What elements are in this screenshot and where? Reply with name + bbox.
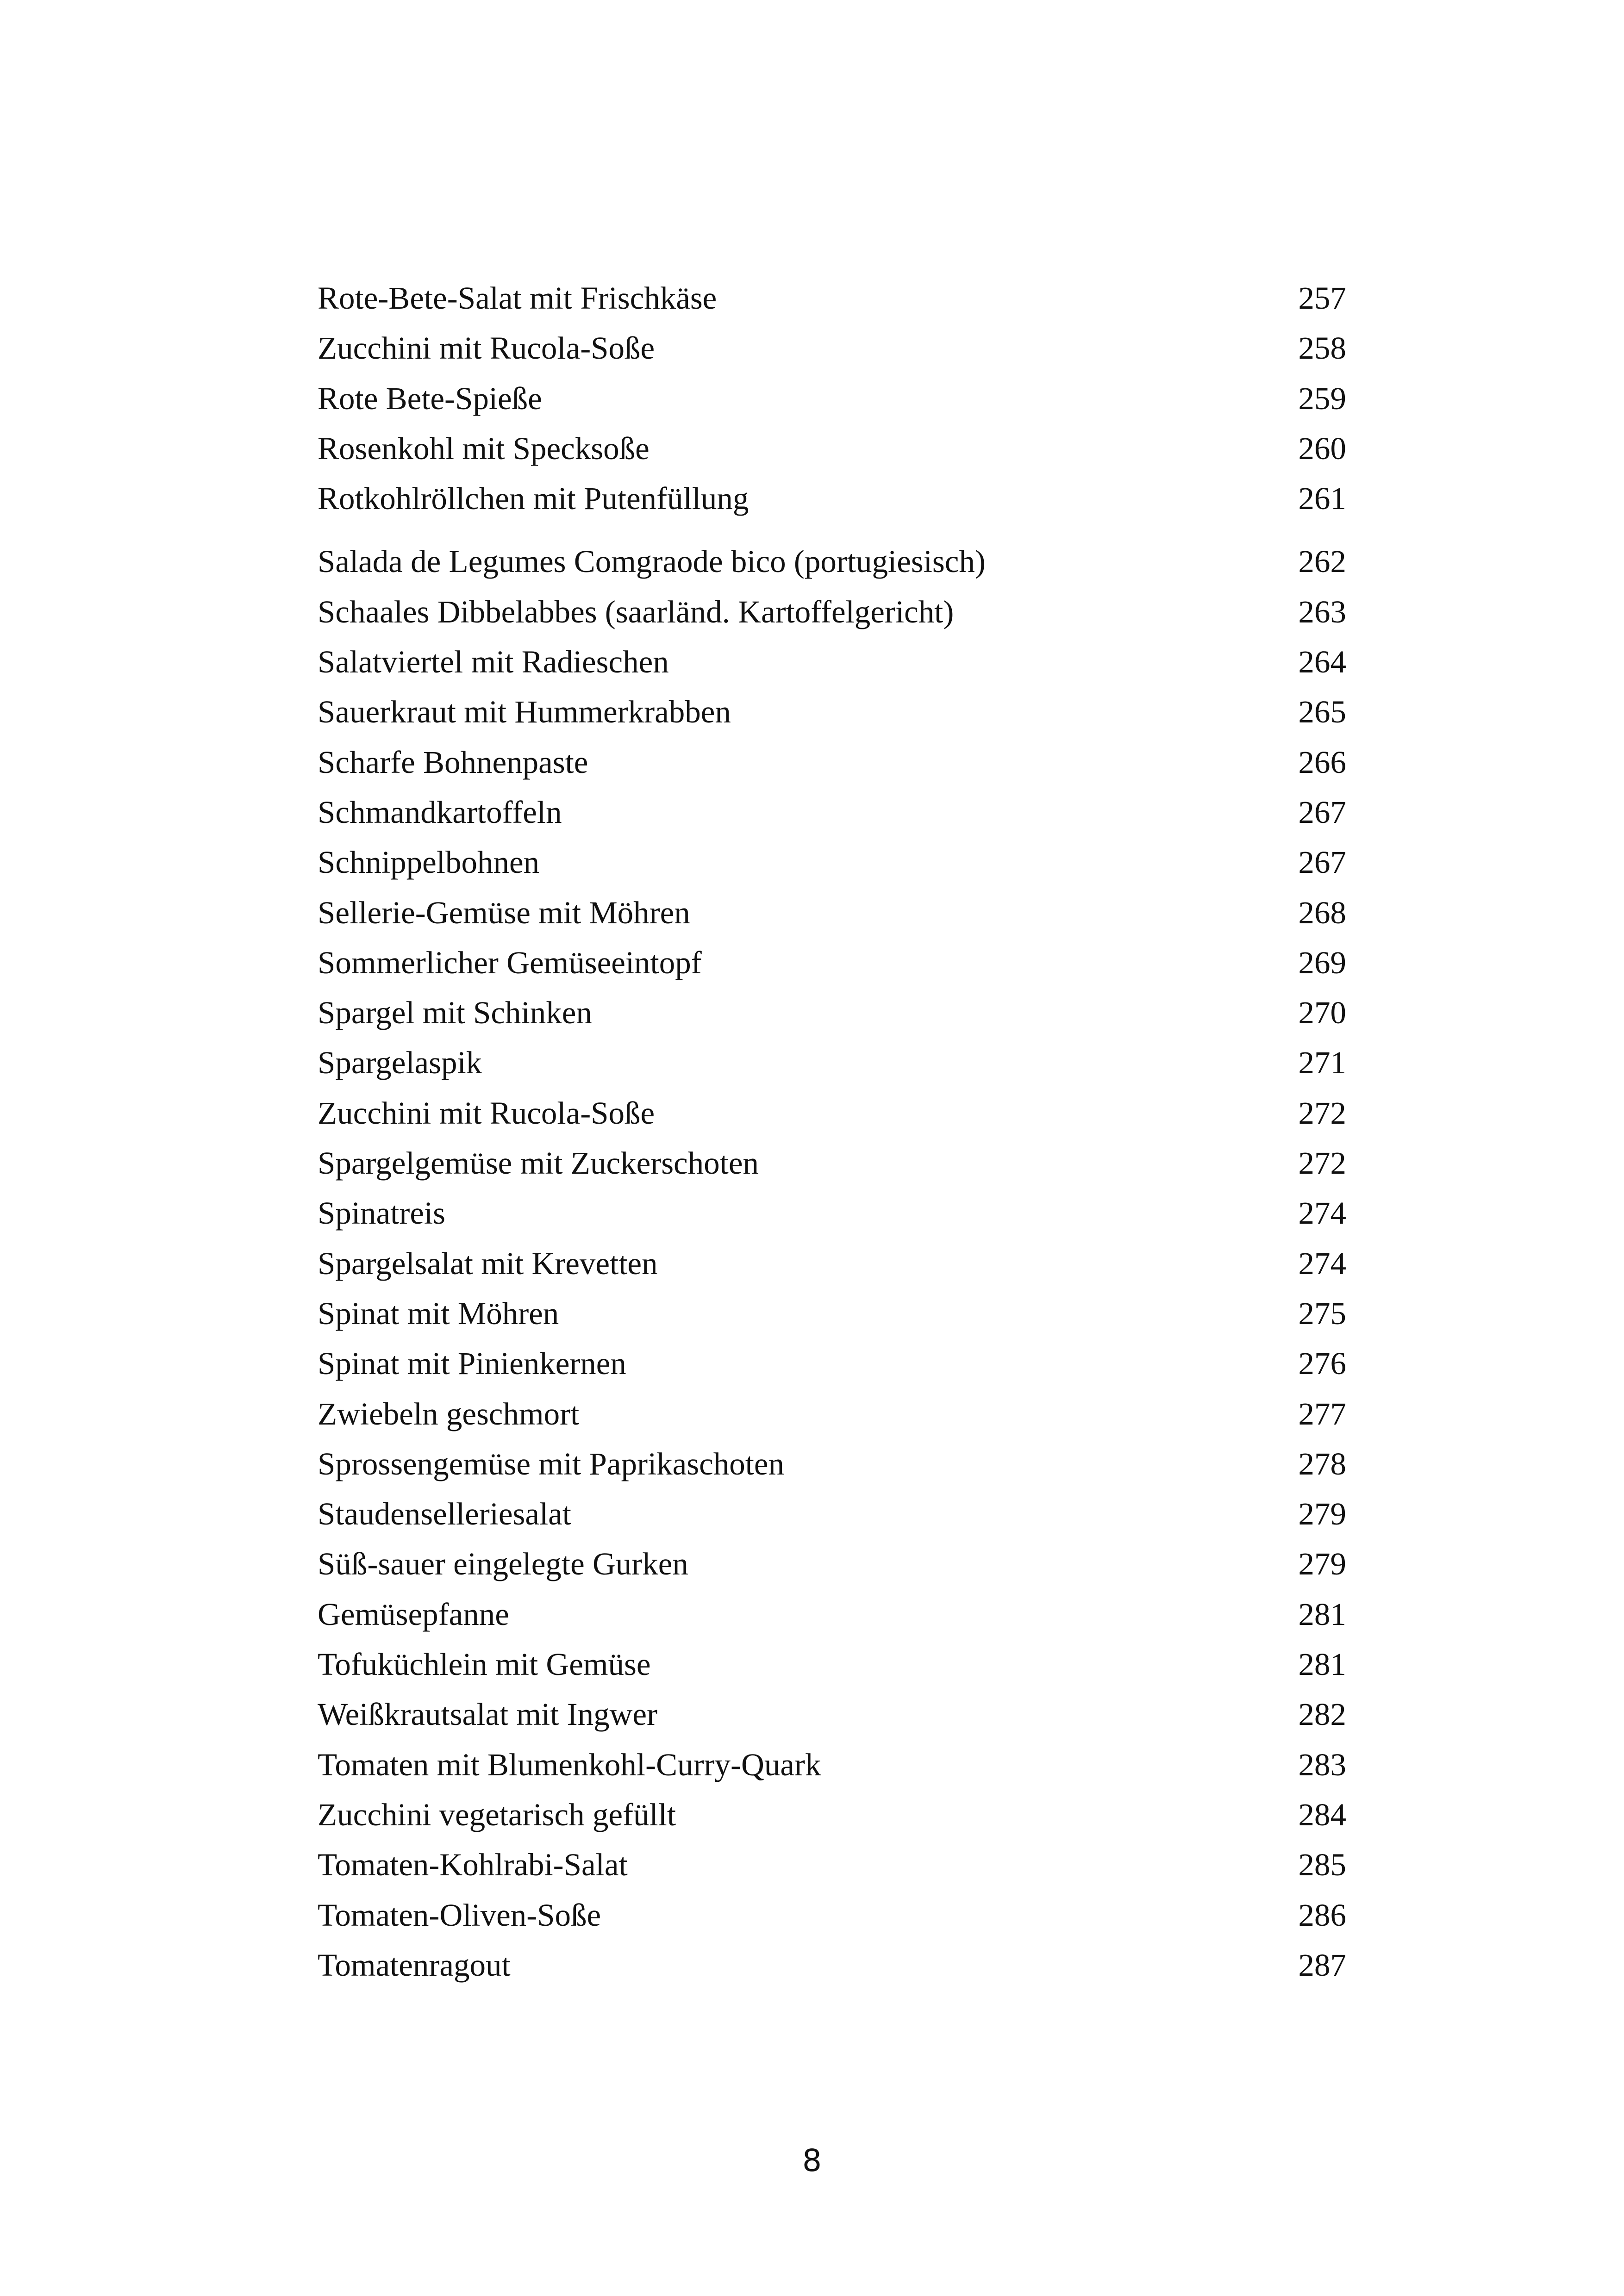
toc-entry <box>318 1940 1346 1990</box>
toc-entry <box>318 1439 1346 1489</box>
toc-entry <box>318 1840 1346 1890</box>
toc-entry-page: 271 <box>1298 1045 1346 1081</box>
toc-entry-title: Schmandkartoffeln <box>318 794 562 830</box>
toc-entry-title: Tomaten mit Blumenkohl-Curry-Quark <box>318 1747 821 1782</box>
page-number: 8 <box>802 2143 822 2178</box>
toc-entry <box>318 837 1346 887</box>
toc-entry <box>318 1038 1346 1088</box>
toc-entry-title: Scharfe Bohnenpaste <box>318 744 588 780</box>
toc-entry <box>318 737 1346 787</box>
toc-entry-title: Tofuküchlein mit Gemüse <box>318 1647 651 1682</box>
toc-entry-page: 259 <box>1298 380 1346 416</box>
toc-entry-title: Süß-sauer eingelegte Gurken <box>318 1546 688 1582</box>
toc-entry-page: 286 <box>1298 1897 1346 1933</box>
toc-entry-page: 285 <box>1298 1847 1346 1883</box>
toc-entry-page: 281 <box>1298 1596 1346 1632</box>
toc-entry-title: Spargel mit Schinken <box>318 995 592 1031</box>
toc-entry <box>318 1338 1346 1388</box>
toc-entry-title: Spargelgemüse mit Zuckerschoten <box>318 1145 759 1181</box>
toc-entry-page: 263 <box>1298 594 1346 629</box>
toc-entry-page: 277 <box>1298 1396 1346 1431</box>
toc-entry-title: Salada de Legumes Comgraode bico (portugiesisch) <box>318 544 986 579</box>
toc-entry-page: 272 <box>1298 1095 1346 1131</box>
toc-entry-title: Weißkrautsalat mit Ingwer <box>318 1697 658 1732</box>
toc-entry <box>318 587 1346 637</box>
toc-entry <box>318 1639 1346 1689</box>
toc-entry-page: 267 <box>1298 794 1346 830</box>
toc-entry <box>318 1740 1346 1790</box>
toc-entry-page: 275 <box>1298 1295 1346 1331</box>
toc-entry-page: 270 <box>1298 995 1346 1031</box>
toc-entry-page: 260 <box>1298 430 1346 466</box>
toc-entry-title: Zwiebeln geschmort <box>318 1396 580 1431</box>
toc-entry-page: 281 <box>1298 1647 1346 1682</box>
toc-entry <box>318 423 1346 473</box>
toc-entry <box>318 1088 1346 1138</box>
toc-entry <box>318 273 1346 323</box>
toc-entry-page: 272 <box>1298 1145 1346 1181</box>
toc-entry <box>318 938 1346 988</box>
toc-entry-title: Sauerkraut mit Hummerkrabben <box>318 694 731 730</box>
toc-entry-title: Spinat mit Möhren <box>318 1295 559 1331</box>
toc-entry-title: Rote-Bete-Salat mit Frischkäse <box>318 280 717 316</box>
toc-entry-page: 268 <box>1298 895 1346 930</box>
toc-entry-page: 269 <box>1298 945 1346 980</box>
toc-entry <box>318 1389 1346 1439</box>
toc-entry-title: Staudenselleriesalat <box>318 1496 571 1532</box>
toc-entry-page: 276 <box>1298 1346 1346 1381</box>
toc-entry-title: Sellerie-Gemüse mit Möhren <box>318 895 690 930</box>
toc-entry <box>318 687 1346 737</box>
toc-entry-title: Sommerlicher Gemüseeintopf <box>318 945 702 980</box>
toc-entry-title: Schnippelbohnen <box>318 845 540 880</box>
toc-entry <box>318 473 1346 523</box>
toc-entry-page: 262 <box>1298 544 1346 579</box>
toc-entry <box>318 988 1346 1038</box>
toc-entry-page: 265 <box>1298 694 1346 730</box>
toc-entry-page: 274 <box>1298 1245 1346 1281</box>
toc-entry <box>318 323 1346 373</box>
toc-entry <box>318 637 1346 687</box>
toc-entry <box>318 1539 1346 1589</box>
toc-entry <box>318 1238 1346 1288</box>
toc-entry-title: Rote Bete-Spieße <box>318 380 542 416</box>
toc-entry-title: Salatviertel mit Radieschen <box>318 644 669 680</box>
toc-entry-title: Zucchini mit Rucola-Soße <box>318 1095 655 1131</box>
toc-entry <box>318 1188 1346 1238</box>
toc-entry-page: 267 <box>1298 845 1346 880</box>
toc-entry <box>318 536 1346 586</box>
toc-entry-title: Spargelaspik <box>318 1045 482 1081</box>
toc-entry-title: Sprossengemüse mit Paprikaschoten <box>318 1446 785 1481</box>
toc-entry-title: Tomaten-Oliven-Soße <box>318 1897 601 1933</box>
toc-entry-title: Gemüsepfanne <box>318 1596 509 1632</box>
toc-entry-page: 279 <box>1298 1496 1346 1532</box>
toc-entry <box>318 1689 1346 1739</box>
table-of-contents <box>318 273 1346 1990</box>
toc-entry-title: Schaales Dibbelabbes (saarländ. Kartoffelgericht) <box>318 594 954 629</box>
toc-entry <box>318 1138 1346 1188</box>
toc-entry-page: 278 <box>1298 1446 1346 1481</box>
toc-entry <box>318 1790 1346 1840</box>
toc-entry-page: 287 <box>1298 1947 1346 1983</box>
toc-entry-title: Spargelsalat mit Krevetten <box>318 1245 658 1281</box>
toc-entry-title: Tomaten-Kohlrabi-Salat <box>318 1847 628 1883</box>
toc-entry-page: 266 <box>1298 744 1346 780</box>
toc-entry-title: Rosenkohl mit Specksoße <box>318 430 650 466</box>
toc-entry-page: 282 <box>1298 1697 1346 1732</box>
toc-entry <box>318 1890 1346 1940</box>
toc-entry-page: 274 <box>1298 1195 1346 1231</box>
toc-entry <box>318 1589 1346 1639</box>
toc-entry <box>318 1288 1346 1338</box>
toc-entry <box>318 787 1346 837</box>
toc-entry-page: 284 <box>1298 1797 1346 1832</box>
toc-entry-page: 258 <box>1298 330 1346 366</box>
toc-entry-title: Tomatenragout <box>318 1947 511 1983</box>
toc-entry-page: 264 <box>1298 644 1346 680</box>
toc-entry-page: 261 <box>1298 481 1346 516</box>
toc-entry-page: 279 <box>1298 1546 1346 1582</box>
toc-entry-title: Spinat mit Pinienkernen <box>318 1346 626 1381</box>
toc-entry-page: 257 <box>1298 280 1346 316</box>
toc-entry <box>318 373 1346 423</box>
toc-entry-title: Spinatreis <box>318 1195 445 1231</box>
toc-entry-title: Rotkohlröllchen mit Putenfüllung <box>318 481 749 516</box>
toc-entry <box>318 888 1346 938</box>
toc-entry <box>318 1489 1346 1539</box>
toc-entry-title: Zucchini vegetarisch gefüllt <box>318 1797 676 1832</box>
toc-entry-page: 283 <box>1298 1747 1346 1782</box>
toc-entry-title: Zucchini mit Rucola-Soße <box>318 330 655 366</box>
